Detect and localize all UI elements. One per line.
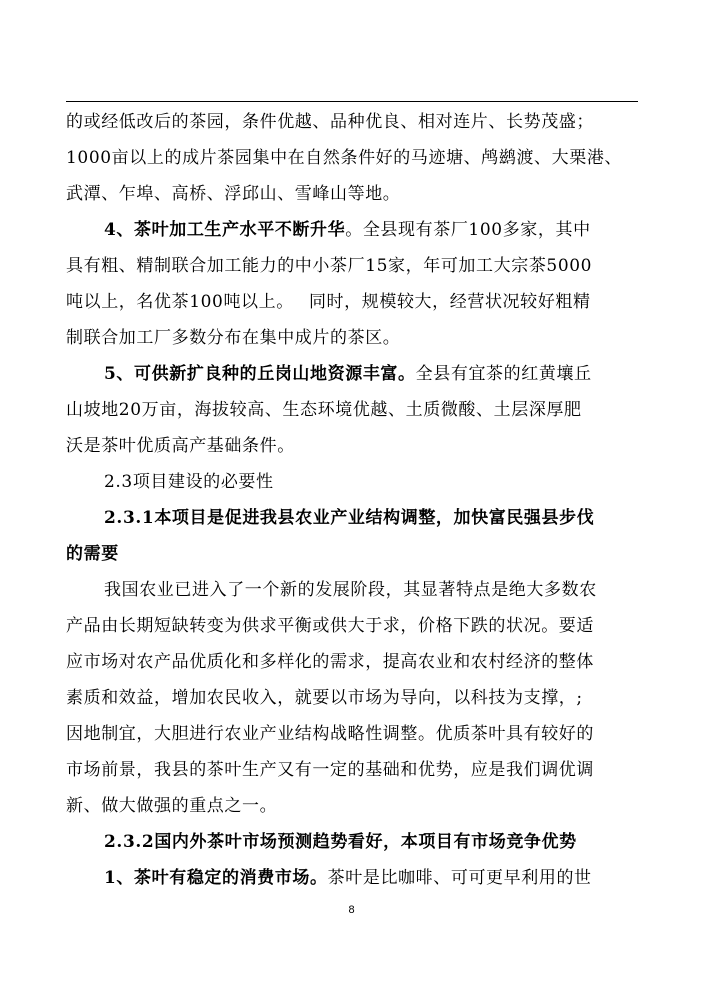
text-line: 制联合加工厂多数分布在集中成片的茶区。 (66, 328, 401, 348)
text-line: 武潭、乍埠、高桥、浮邱山、雪峰山等地。 (66, 184, 401, 204)
text-line: 新、做大做强的重点之一。 (66, 796, 278, 816)
text-line: 产品由长期短缺转变为供求平衡或供大于求，价格下跌的状况。要适 (66, 616, 594, 636)
text-line: 山坡地20万亩，海拔较高、生态环境优越、土质微酸、土层深厚肥 (66, 400, 582, 420)
text-line (0, 363, 703, 385)
text-line: 1000亩以上的成片茶园集中在自然条件好的马迹塘、鸬鹚渡、大栗港、 (66, 148, 623, 168)
text-line: 沃是茶叶优质高产基础条件。 (66, 436, 295, 456)
subsection-heading: 2.3.1本项目是促进我县农业产业结构调整，加快富民强县步伐 (104, 508, 595, 528)
text-line: 素质和效益，增加农民收入，就要以市场为导向，以科技为支撑，; (66, 688, 583, 708)
text-line: 因地制宜，大胆进行农业产业结构战略性调整。优质茶叶具有较好的 (66, 724, 594, 744)
text-line: 我国农业已进入了一个新的发展阶段，其显著特点是绝大多数农 (104, 580, 597, 600)
section-heading: 2.3项目建设的必要性 (104, 472, 274, 492)
text-line: 应市场对农产品优质化和多样化的需求，提高农业和农村经济的整体 (66, 652, 594, 672)
numbered-heading: 5、可供新扩良种的丘岗山地资源丰富。 (104, 364, 416, 384)
text-line (0, 867, 703, 889)
text-line: 的或经低改后的茶园，条件优越、品种优良、相对连片、长势茂盛； (66, 112, 594, 132)
numbered-heading: 1、茶叶有稳定的消费市场。 (104, 868, 328, 888)
text-line: 具有粗、精制联合加工能力的中小茶厂15家，年可加工大宗茶5000 (66, 256, 593, 276)
numbered-heading: 4、茶叶加工生产水平不断升华 (104, 220, 346, 240)
text-span: 。全县现有茶厂100多家，其中 (345, 220, 591, 240)
subsection-heading: 的需要 (66, 544, 119, 564)
text-span: 全县有宜茶的红黄壤丘 (415, 364, 592, 384)
text-line: 吨以上，名优茶100吨以上。 同时，规模较大，经营状况较好粗精 (66, 292, 591, 312)
header-rule (66, 101, 638, 102)
subsection-heading: 2.3.2国内外茶叶市场预测趋势看好，本项目有市场竞争优势 (104, 832, 577, 852)
text-line: 市场前景，我县的茶叶生产又有一定的基础和优势，应是我们调优调 (66, 760, 594, 780)
text-line (0, 219, 703, 241)
text-span: 茶叶是比咖啡、可可更早利用的世 (327, 868, 592, 888)
page-number: 8 (348, 904, 355, 916)
